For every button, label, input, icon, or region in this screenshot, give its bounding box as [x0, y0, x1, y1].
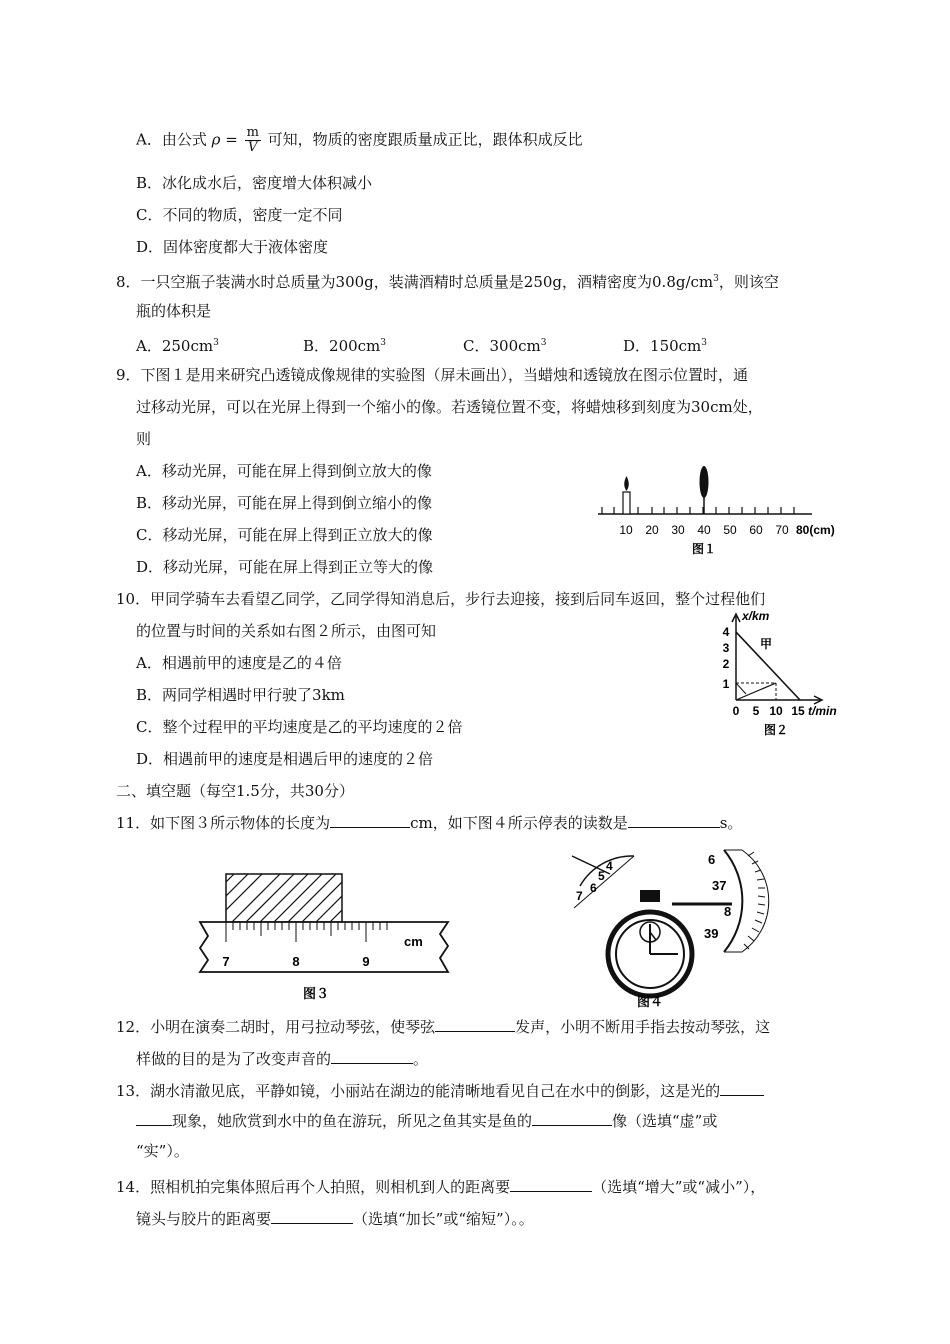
q8-option-d-sup: 3: [701, 338, 708, 348]
q11-blank-length[interactable]: [330, 813, 410, 828]
q10-option-b: B．两同学相遇时甲行驶了3km: [136, 686, 345, 704]
figure-1-optical-bench: [590, 462, 835, 558]
q12-blank-1[interactable]: [435, 1017, 515, 1032]
seconds-tick: 39: [704, 926, 719, 941]
figure-3-unit: cm: [404, 934, 423, 949]
figure-1-tick: 30: [671, 523, 685, 537]
q9-option-a: A．移动光屏，可能在屏上得到倒立放大的像: [136, 462, 432, 480]
figure-2-x-tick: 15: [791, 704, 805, 718]
q13-text-mid: 现象，她欣赏到水中的鱼在游玩，所见之鱼其实是鱼的: [172, 1112, 533, 1130]
q7-option-b: B．冰化成水后，密度增大体积减小: [136, 174, 373, 192]
q7-option-c: C．不同的物质，密度一定不同: [136, 206, 343, 224]
q9-stem-line2: 过移动光屏，可以在光屏上得到一个缩小的像。若透镜位置不变，将蜡烛移到刻度为30cm处，: [136, 398, 763, 416]
convex-lens-icon: [700, 466, 709, 514]
q10-option-d: D．相遇前甲的速度是相遇后甲的速度的２倍: [136, 750, 434, 768]
q9-option-c: C．移动光屏，可能在屏上得到正立放大的像: [136, 526, 433, 544]
figure-2-y-tick: 4: [722, 625, 730, 639]
q14-text-line2: 镜头与胶片的距离要: [136, 1210, 272, 1228]
seconds-scale: [704, 850, 769, 952]
q8-option-b-text: B．200cm: [303, 337, 381, 355]
q7-option-a-text: 可知，物质的密度跟质量成正比，跟体积成反比: [267, 130, 583, 149]
q12-line1: [116, 1017, 770, 1037]
figure-2-x-tick: 5: [752, 704, 760, 718]
q8-option-d: [623, 333, 707, 356]
q10-stem-line1: 10．甲同学骑车去看望乙同学，乙同学得知消息后，步行去迎接，接到后同车返回，整个过程他们: [116, 590, 766, 608]
section-2-heading: 二、填空题（每空1.5分，共30分）: [116, 782, 354, 800]
q12-text-mid: 发声，小明不断用手指去按动琴弦，这: [515, 1018, 771, 1036]
q13-line3: “实”）。: [136, 1142, 189, 1160]
q12-line2: [136, 1049, 428, 1069]
q7-option-a: [136, 126, 583, 155]
formula-rho: ρ =: [211, 130, 238, 149]
figure-1-tick: 50: [723, 523, 737, 537]
q10-option-a: A．相遇前甲的速度是乙的４倍: [136, 654, 342, 672]
seconds-tick: 6: [708, 852, 716, 867]
q10-option-c: C．整个过程甲的平均速度是乙的平均速度的２倍: [136, 718, 463, 736]
q13-text-start: 13．湖水清澈见底，平静如镜，小丽站在湖边的能清晰地看见自己在水中的倒影，这是光的: [116, 1082, 721, 1100]
figure-3-tick: 9: [362, 954, 370, 969]
figure-1-tick: 40: [697, 523, 711, 537]
q13-line1: [116, 1081, 764, 1101]
q14-text-start: 14．照相机拍完集体照后再个人拍照，则相机到人的距离要: [116, 1178, 511, 1196]
figure-1-tick: 70: [775, 523, 789, 537]
minute-tick: 7: [576, 889, 583, 903]
figure-2-x-tick: 10: [769, 704, 783, 718]
q10-stem-line2: 的位置与时间的关系如右图２所示，由图可知: [136, 622, 437, 640]
figure-2-y-tick: 3: [722, 641, 730, 655]
seconds-tick: 37: [712, 878, 727, 893]
figure-2-caption: 图２: [763, 723, 789, 737]
formula-fraction: [245, 126, 261, 155]
q8-option-c-sup: 3: [540, 338, 547, 348]
figure-3-caption: 图３: [302, 986, 330, 1001]
q14-line1: [116, 1177, 765, 1197]
q14-blank-2[interactable]: [271, 1209, 353, 1224]
figure-1-tick: 80(cm): [796, 523, 835, 537]
figure-1-tick: 20: [645, 523, 659, 537]
q8-option-a-sup: 3: [213, 338, 219, 348]
q13-blank-1b[interactable]: [136, 1111, 172, 1126]
figure-2-x-tick: 0: [732, 704, 740, 718]
q12-blank-2[interactable]: [331, 1049, 413, 1064]
q9-stem-line3: 则: [136, 430, 152, 448]
q12-text-end: 。: [413, 1050, 429, 1068]
figure-3-tick: 7: [222, 954, 230, 969]
q12-text-start: 12．小明在演奏二胡时，用弓拉动琴弦，使琴弦: [116, 1018, 436, 1036]
q14-text-choice-2: （选填“加长”或“缩短”）。。: [353, 1210, 534, 1228]
figure-3-ruler: [190, 842, 460, 1004]
q13-line2: [136, 1111, 717, 1131]
figure-1-tick: 60: [749, 523, 763, 537]
q8-option-a: [136, 333, 219, 356]
figure-2-y-tick: 1: [722, 677, 730, 691]
figure-2-y-label: x/km: [742, 609, 770, 623]
figure-3-tick: 8: [292, 954, 300, 969]
q13-text-choice: 像（选填“虚”或: [612, 1112, 718, 1130]
formula-numerator: m: [246, 125, 259, 140]
q8-option-d-text: D．150cm: [623, 337, 702, 355]
q7-option-d: D．固体密度都大于液体密度: [136, 238, 329, 256]
q14-line2: [136, 1209, 534, 1229]
q14-blank-1[interactable]: [510, 1177, 592, 1192]
figure-4-stopwatch: [562, 842, 782, 1010]
q13-blank-2[interactable]: [532, 1111, 612, 1126]
figure-2-series-label: 甲: [760, 637, 773, 651]
q11-stem: [116, 813, 742, 833]
q8-stem-line1: [116, 269, 779, 292]
seconds-tick: 8: [724, 904, 732, 919]
minute-scale: [572, 856, 634, 908]
q12-text-line2: 样做的目的是为了改变声音的: [136, 1050, 332, 1068]
formula-denominator: V: [248, 140, 258, 155]
figure-2-position-time-graph: [712, 608, 844, 740]
figure-4-caption: 图４: [636, 994, 664, 1009]
q8-option-c-text: C．300cm: [463, 337, 541, 355]
q11-blank-stopwatch[interactable]: [628, 813, 720, 828]
q8-stem-sup: 3: [713, 274, 719, 284]
q9-stem-line1: 9．下图１是用来研究凸透镜成像规律的实验图（屏未画出），当蜡烛和透镜放在图示位置时，通: [116, 366, 749, 384]
q7-option-a-prefix: A．由公式: [136, 130, 207, 149]
q8-option-b: [303, 333, 386, 356]
candle-icon: [623, 476, 630, 514]
minute-tick: 6: [590, 881, 597, 895]
q8-stem-line2: 瓶的体积是: [136, 302, 212, 320]
q8-option-a-text: A．250cm: [136, 337, 214, 355]
minute-tick: 5: [598, 869, 605, 883]
figure-1-tick: 10: [619, 523, 633, 537]
q14-text-choice-1: （选填“增大”或“减小”），: [592, 1178, 766, 1196]
figure-2-x-label: t/min: [808, 704, 837, 718]
minute-tick: 4: [606, 859, 613, 873]
q11-text-start: 11．如下图３所示物体的长度为: [116, 814, 331, 832]
q9-option-d: D．移动光屏，可能在屏上得到正立等大的像: [136, 558, 434, 576]
q8-stem-text: 8．一只空瓶子装满水时总质量为300g，装满酒精时总质量是250g，酒精密度为0.8g/cm: [116, 273, 714, 291]
q11-text-mid: cm，如下图４所示停表的读数是: [410, 814, 628, 832]
q8-option-b-sup: 3: [380, 338, 387, 348]
q13-blank-1a[interactable]: [720, 1081, 764, 1096]
q9-option-b: B．移动光屏，可能在屏上得到倒立缩小的像: [136, 494, 433, 512]
q8-stem-text-end: ，则该空: [718, 273, 779, 291]
q8-option-c: [463, 333, 546, 356]
stopwatch-icon: [608, 890, 732, 996]
figure-2-y-tick: 2: [722, 657, 730, 671]
q11-text-end: s。: [719, 814, 743, 832]
figure-1-caption: 图１: [691, 542, 717, 556]
